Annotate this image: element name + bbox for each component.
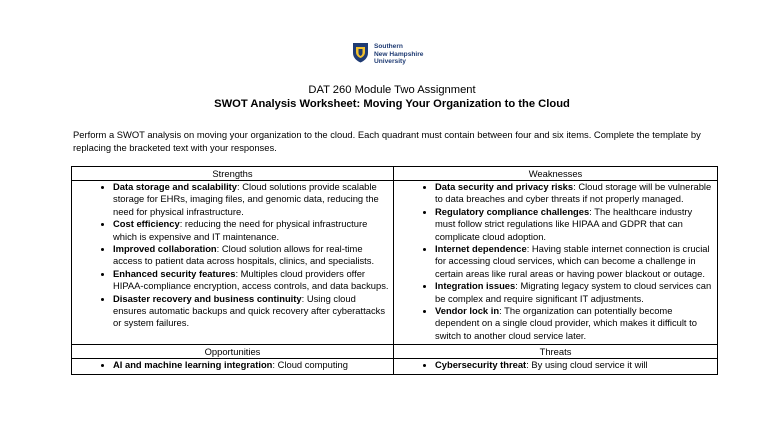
swot-item-text: Having stable internet connection is crucial for accessing cloud services, which can become a challenge in certain areas like rural areas or having power blackout or outage. — [435, 243, 710, 279]
strengths-header: Strengths — [72, 167, 394, 181]
swot-item-title: Regulatory compliance challenges — [435, 205, 590, 217]
swot-item-title: Cybersecurity threat — [435, 359, 527, 371]
swot-item — [113, 243, 389, 268]
swot-item-title: Data storage and scalability — [113, 181, 238, 192]
swot-item-text: Using cloud ensures automatic backups and quick recovery after cyberattacks or system failures. — [113, 292, 386, 329]
swot-item — [113, 218, 389, 243]
swot-table — [71, 166, 718, 375]
swot-item-separator: : — [216, 243, 222, 255]
swot-item-text: By using cloud service it will — [531, 359, 648, 371]
document-title: DAT 260 Module Two Assignment — [308, 84, 476, 96]
strengths-list — [76, 181, 389, 332]
logo-line: University — [374, 58, 406, 66]
swot-item-separator: : — [526, 359, 532, 371]
swot-item — [113, 268, 389, 293]
swot-item-text: Migrating legacy system to cloud services can be complex and require significant IT adjustments. — [435, 280, 712, 304]
swot-item-title: AI and machine learning integration — [113, 359, 273, 371]
swot-item-text: Multiples cloud providers offer HIPAA-compliance encryption, access controls, and data backups. — [113, 267, 389, 292]
swot-item-separator: : — [179, 218, 185, 230]
swot-item-text: reducing the need for physical infrastructure which is expensive and IT maintenance. — [113, 218, 368, 242]
swot-item — [435, 206, 713, 243]
swot-item-title: Vendor lock in — [435, 305, 500, 317]
swot-item — [435, 305, 713, 342]
weaknesses-cell — [394, 181, 718, 345]
opportunities-cell — [72, 359, 394, 374]
swot-item-title: Internet dependence — [435, 243, 527, 255]
swot-item-separator: : — [526, 243, 532, 255]
swot-item-separator: : — [499, 305, 505, 317]
swot-item-text: The healthcare industry must follow strict regulations like HIPAA and GDPR that can complicate cloud adoption. — [435, 205, 693, 242]
swot-item — [435, 243, 713, 280]
logo-line: New Hampshire — [374, 50, 424, 58]
threats-header: Threats — [394, 345, 718, 359]
swot-item-text: The organization can potentially become dependent on a single cloud provider, which makes it difficult to switch to another cloud service later. — [435, 305, 697, 341]
opportunities-header: Opportunities — [72, 345, 394, 359]
swot-item-title: Cost efficiency — [113, 218, 180, 230]
swot-item — [113, 359, 389, 371]
logo-line: Southern — [374, 43, 403, 50]
swot-item-separator: : — [237, 181, 243, 192]
swot-item-separator: : — [515, 280, 521, 292]
university-name — [374, 43, 423, 66]
swot-item-separator: : — [272, 359, 278, 371]
threats-cell — [394, 359, 718, 374]
swot-item-title: Improved collaboration — [113, 243, 217, 255]
weaknesses-header: Weaknesses — [394, 167, 718, 181]
opportunities-list — [76, 359, 389, 373]
swot-item-title: Integration issues — [435, 280, 516, 292]
strengths-cell — [72, 181, 394, 345]
university-logo — [352, 42, 442, 68]
swot-item-title: Disaster recovery and business continuity — [113, 292, 302, 304]
swot-item-separator: : — [573, 181, 579, 192]
swot-item — [435, 280, 713, 305]
swot-item — [113, 293, 389, 330]
swot-item-title: Data security and privacy risks — [435, 181, 574, 192]
swot-item-text: Cloud solutions provide scalable storage for EHRs, imaging files, and genomic data, reducing the need for physical infrastructure. — [113, 181, 379, 217]
instructions-paragraph: Perform a SWOT analysis on moving your organization to the cloud. Each quadrant must contain between four and six items. Complete the template by replacing the bracketed text with your responses. — [73, 129, 701, 153]
swot-item-text: Cloud storage will be vulnerable to data breaches and cyber threats if not properly managed. — [435, 181, 712, 205]
swot-item — [435, 359, 713, 371]
swot-item — [113, 181, 389, 218]
threats-list — [398, 359, 713, 373]
swot-item-separator: : — [235, 267, 241, 279]
swot-item — [435, 181, 713, 206]
swot-item-separator: : — [301, 292, 307, 304]
swot-item-text: Cloud computing — [277, 359, 348, 371]
swot-item-text: Cloud solution allows for real-time access to patient data across hospitals, clinics, and specialists. — [113, 243, 375, 267]
swot-item-separator: : — [589, 205, 595, 217]
document-subtitle: SWOT Analysis Worksheet: Moving Your Organization to the Cloud — [214, 98, 570, 110]
swot-item-title: Enhanced security features — [113, 267, 236, 279]
shield-icon — [352, 42, 369, 63]
weaknesses-list — [398, 181, 713, 344]
